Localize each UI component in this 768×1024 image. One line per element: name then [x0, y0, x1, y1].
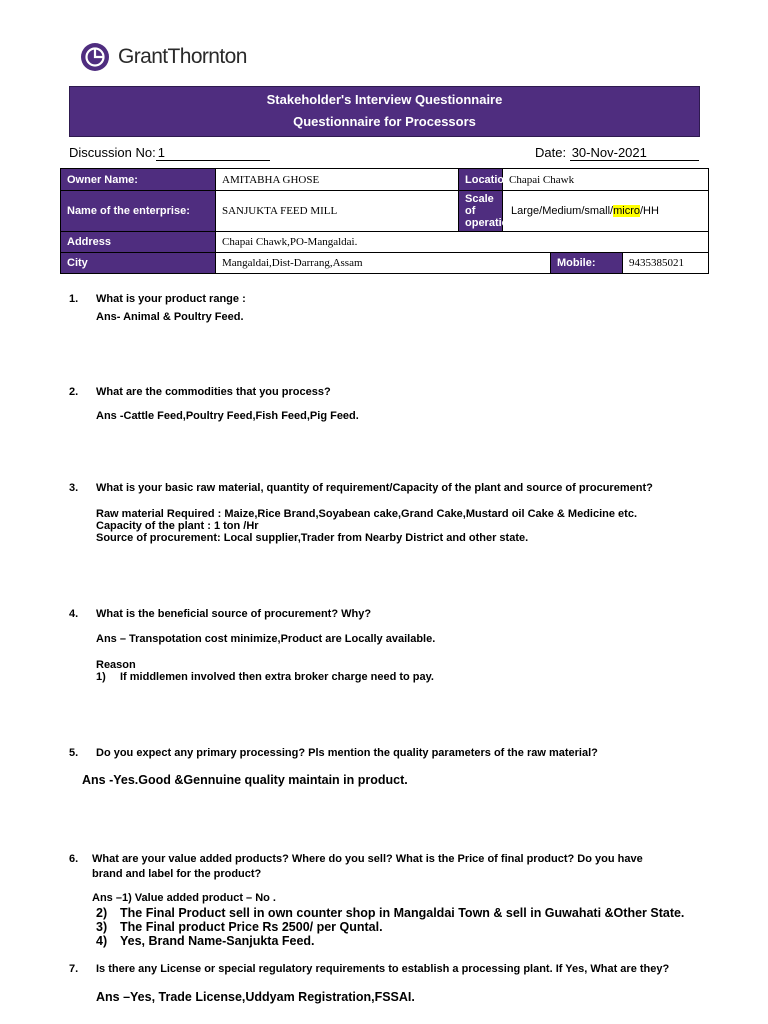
q4-answer: Ans – Transpotation cost minimize,Product are Locally available. [96, 633, 436, 645]
q6-answer-3: The Final product Price Rs 2500/ per Quntal. [120, 920, 383, 934]
q6-answer-2-number: 2) [96, 906, 108, 920]
scale-value [503, 191, 709, 232]
enterprise-name-value: SANJUKTA FEED MILL [216, 191, 459, 232]
q3-text: What is your basic raw material, quantity of requirement/Capacity of the plant and source of procurement? [96, 482, 653, 494]
q6-answer-4-number: 4) [96, 934, 108, 948]
owner-name-label: Owner Name: [61, 169, 216, 191]
address-value: Chapai Chawk,PO-Mangaldai. [216, 232, 709, 253]
owner-name-value: AMITABHA GHOSE [216, 169, 459, 191]
q3-raw-material: Raw material Required : Maize,Rice Brand,Soyabean cake,Grand Cake,Mustard oil Cake & Medicine etc. [96, 508, 638, 520]
q3-source: Source of procurement: Local supplier,Trader from Nearby District and other state. [96, 532, 529, 544]
q4-reason1: If middlemen involved then extra broker charge need to pay. [120, 671, 434, 683]
scale-prefix: Large/Medium/small/ [511, 205, 614, 217]
q6-answer-3-number: 3) [96, 920, 108, 934]
scale-suffix: /HH [639, 205, 659, 217]
q7-text: Is there any License or special regulatory requirements to establish a processing plant. If Yes, What are they? [96, 963, 670, 975]
q5-answer: Ans -Yes.Good &Gennuine quality maintain in product. [82, 773, 408, 787]
q2-answer: Ans -Cattle Feed,Poultry Feed,Fish Feed,Pig Feed. [96, 410, 359, 422]
enterprise-info-table [60, 168, 709, 274]
title-banner [69, 86, 700, 137]
q7-number: 7. [69, 963, 79, 975]
location-value: Chapai Chawk [503, 169, 709, 191]
q4-reason1-number: 1) [96, 671, 106, 683]
city-label: City [61, 253, 216, 274]
q1-text: What is your product range : [96, 293, 246, 305]
city-value: Mangaldai,Dist-Darrang,Assam [216, 253, 551, 274]
q5-text: Do you expect any primary processing? Pls mention the quality parameters of the raw material? [96, 747, 598, 759]
grant-thornton-logo [80, 42, 247, 72]
scale-highlight: micro [613, 205, 640, 217]
q6-text-line1: What are your value added products? Where do you sell? What is the Price of final product? Do you have [92, 853, 643, 865]
q1-number: 1. [69, 293, 79, 305]
discussion-value: 1 [156, 145, 270, 161]
date-label: Date: [535, 145, 567, 160]
mobile-value: 9435385021 [623, 253, 709, 274]
questionnaire-title: Stakeholder's Interview Questionnaire [266, 92, 503, 107]
date-field [535, 145, 699, 161]
q1-answer: Ans- Animal & Poultry Feed. [96, 311, 244, 323]
questionnaire-subtitle: Questionnaire for Processors [293, 114, 476, 129]
q7-answer: Ans –Yes, Trade License,Uddyam Registration,FSSAI. [96, 990, 415, 1004]
q6-answer-2: The Final Product sell in own counter shop in Mangaldai Town & sell in Guwahati &Other State. [120, 906, 685, 920]
discussion-label: Discussion No: [69, 145, 156, 160]
q4-number: 4. [69, 608, 79, 620]
mobile-label: Mobile: [551, 253, 623, 274]
q6-answer-4: Yes, Brand Name-Sanjukta Feed. [120, 934, 315, 948]
scale-label: Scale of operation [459, 191, 503, 232]
location-label: Location: [459, 169, 503, 191]
q6-number: 6. [69, 853, 79, 865]
logo-icon [80, 42, 110, 72]
q5-number: 5. [69, 747, 79, 759]
q2-number: 2. [69, 386, 79, 398]
date-value: 30-Nov-2021 [570, 145, 699, 161]
q3-number: 3. [69, 482, 79, 494]
q4-text: What is the beneficial source of procurement? Why? [96, 608, 372, 620]
q3-capacity: Capacity of the plant : 1 ton /Hr [96, 520, 259, 532]
q4-reason-label: Reason [96, 659, 136, 671]
q6-answer-1: Ans –1) Value added product – No . [92, 892, 276, 904]
q6-text-line2: brand and label for the product? [92, 868, 262, 880]
enterprise-name-label: Name of the enterprise: [61, 191, 216, 232]
discussion-field [69, 145, 270, 161]
address-label: Address [61, 232, 216, 253]
q2-text: What are the commodities that you process? [96, 386, 331, 398]
logo-text: GrantThornton [118, 45, 247, 68]
